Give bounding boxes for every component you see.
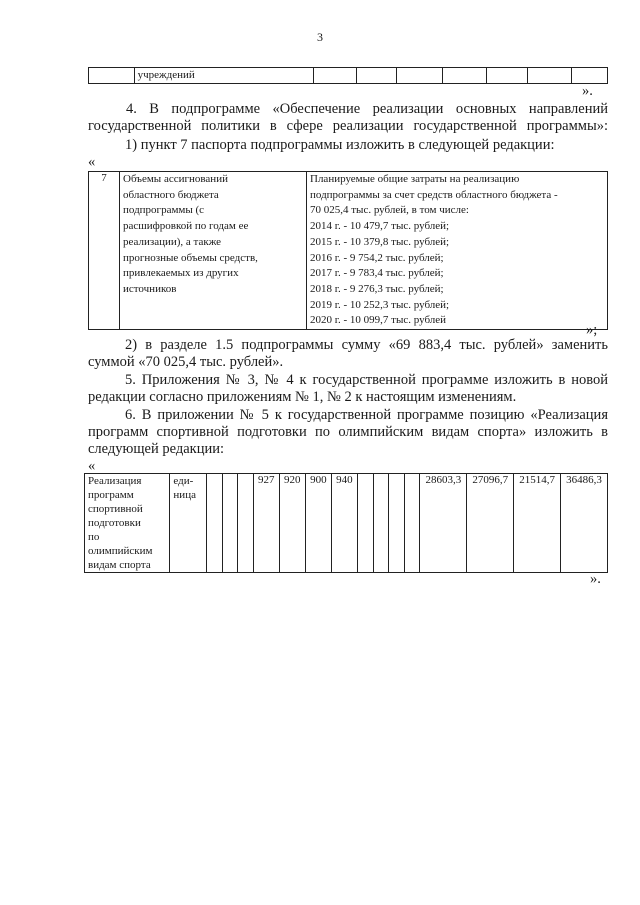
paragraph-line: 5. Приложения № 3, № 4 к государственной программе изложить в новой [125, 372, 608, 388]
paragraph-item-5 [88, 372, 608, 406]
passport-right-line: Планируемые общие затраты на реализацию [310, 173, 520, 185]
program-name-line: видам спорта [88, 559, 151, 571]
top-table-cell-empty [528, 68, 572, 84]
top-table-cell-empty [442, 68, 486, 84]
passport-row-number: 7 [89, 172, 120, 330]
opening-quote: « [88, 458, 96, 474]
top-table-cell-empty [89, 68, 135, 84]
passport-right-line: 2015 г. - 10 379,8 тыс. рублей; [310, 235, 450, 248]
opening-quote: « [88, 154, 96, 170]
top-table-cell-text: учреждений [134, 68, 313, 84]
unit-cell [170, 474, 206, 573]
top-table-cell-empty [486, 68, 528, 84]
passport-right-line: 2017 г. - 9 783,4 тыс. рублей; [310, 267, 444, 280]
paragraph-line: редакции согласно приложениям № 1, № 2 к настоящим изменениям. [88, 389, 517, 405]
amount-cell: 28603,3 [420, 474, 467, 573]
closing-quote: ». [582, 83, 593, 99]
top-table-fragment [88, 67, 608, 84]
empty-cell [373, 474, 389, 573]
empty-cell [404, 474, 420, 573]
program-name-line: подготовки [88, 517, 141, 529]
empty-cell [357, 474, 373, 573]
passport-right-line: 2016 г. - 9 754,2 тыс. рублей; [310, 251, 444, 264]
passport-table [88, 171, 608, 330]
closing-quote: »; [586, 322, 598, 338]
value-cell: 920 [279, 474, 305, 573]
passport-right-line: 70 025,4 тыс. рублей, в том числе: [310, 204, 469, 217]
unit-line: ница [173, 489, 196, 501]
top-table-cell-empty [571, 68, 607, 84]
passport-left-line: Объемы ассигнований [123, 173, 228, 185]
paragraph-item-6 [88, 407, 608, 458]
passport-right-line: подпрограммы за счет средств областного бюджета - [310, 188, 558, 201]
paragraph-item-2 [88, 337, 608, 371]
program-name-cell [85, 474, 170, 573]
passport-right-line: 2019 г. - 10 252,3 тыс. рублей; [310, 298, 450, 311]
empty-cell [238, 474, 254, 573]
amount-cell: 36486,3 [561, 474, 608, 573]
passport-right-line: 2018 г. - 9 276,3 тыс. рублей; [310, 282, 444, 295]
paragraph-line: суммой «70 025,4 тыс. рублей». [88, 354, 284, 370]
paragraph-item-4 [88, 101, 608, 135]
passport-right-cell [307, 172, 608, 330]
paragraph-line: 2) в разделе 1.5 подпрограммы сумму «69 883,4 тыс. рублей» заменить [125, 337, 608, 353]
paragraph-line: 6. В приложении № 5 к государственной программе позицию «Реализация [125, 407, 608, 423]
sport-programs-table [84, 473, 608, 573]
passport-left-line: областного бюджета [123, 188, 219, 201]
passport-left-cell [120, 172, 307, 330]
program-name-line: программ [88, 489, 134, 501]
empty-cell [389, 474, 405, 573]
passport-right-line: 2014 г. - 10 479,7 тыс. рублей; [310, 220, 450, 233]
top-table-cell-empty [397, 68, 443, 84]
passport-left-line: привлекаемых из других [123, 267, 239, 280]
unit-line: еди- [173, 475, 194, 487]
paragraph-line: программ спортивной подготовки по олимпийским видам спорта» изложить в [88, 424, 608, 440]
passport-left-line: подпрограммы (с [123, 204, 205, 217]
empty-cell [222, 474, 238, 573]
program-name-line: спортивной [88, 503, 143, 515]
paragraph-line: государственной политики в сфере реализации государственной программы»: [88, 118, 608, 134]
passport-left-line: источников [123, 282, 177, 295]
value-cell: 900 [305, 474, 331, 573]
passport-right-line: 2020 г. - 10 099,7 тыс. рублей [310, 314, 447, 327]
amount-cell: 21514,7 [514, 474, 561, 573]
empty-cell [206, 474, 222, 573]
top-table-cell-empty [313, 68, 357, 84]
paragraph-line: 4. В подпрограмме «Обеспечение реализации основных направлений [126, 101, 608, 117]
program-name-line: по [88, 531, 100, 543]
closing-quote: ». [590, 571, 601, 587]
passport-left-line: расшифровкой по годам ее [123, 220, 249, 233]
page-number: 3 [317, 30, 323, 44]
top-table-cell-empty [357, 68, 397, 84]
amount-cell: 27096,7 [467, 474, 514, 573]
program-name-line: Реализация [88, 475, 142, 487]
paragraph-line: следующей редакции: [88, 441, 225, 457]
paragraph-item-4-1: 1) пункт 7 паспорта подпрограммы изложить в следующей редакции: [125, 137, 555, 153]
passport-left-line: прогнозные объемы средств, [123, 251, 258, 264]
program-name-line: олимпийским [88, 545, 153, 557]
value-cell: 940 [331, 474, 357, 573]
value-cell: 927 [253, 474, 279, 573]
passport-left-line: реализации), а также [123, 235, 222, 248]
